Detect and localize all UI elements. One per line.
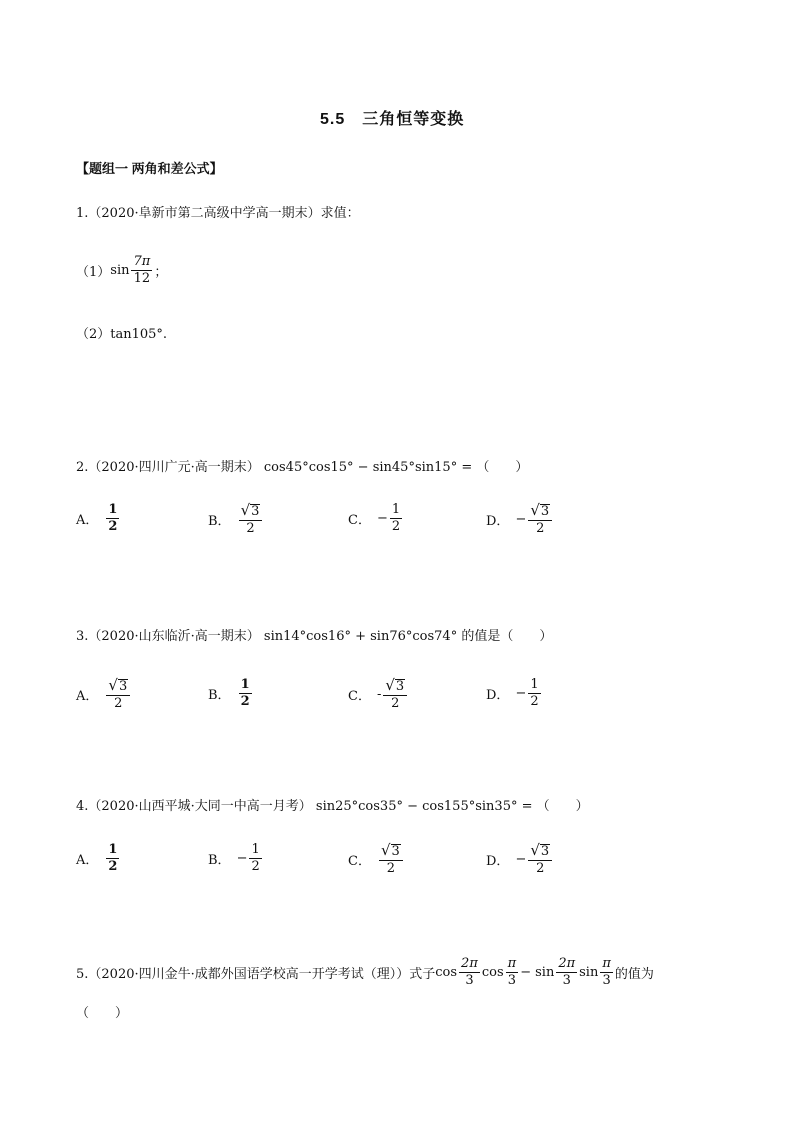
q4-stem <box>76 795 589 814</box>
q1-part1 <box>76 250 167 290</box>
q4-option-d <box>486 843 554 875</box>
frac-den: 3 <box>507 972 517 988</box>
option-sign: − <box>515 685 527 701</box>
option-fraction <box>528 843 552 875</box>
option-den: 2 <box>251 858 260 874</box>
option-num: 1 <box>240 677 250 692</box>
q1-part1-fn: sin <box>110 262 130 278</box>
option-num: 1 <box>108 502 118 517</box>
option-label: B． <box>208 513 231 529</box>
option-fraction <box>106 678 130 710</box>
q5-op: − <box>520 964 532 980</box>
option-den: 2 <box>536 860 545 876</box>
option-num: 3 <box>118 679 128 695</box>
option-den: 2 <box>108 858 118 874</box>
q5-f4: sin <box>579 964 599 980</box>
option-fraction <box>528 678 540 708</box>
option-den: 2 <box>108 518 118 534</box>
q5-f2: cos <box>481 964 504 980</box>
q4-expr: sin25°cos35° − cos155°sin35° = <box>315 799 533 814</box>
option-radical <box>383 678 407 696</box>
frac-num: 2π <box>558 955 576 971</box>
sqrt-icon: √ <box>240 501 251 519</box>
option-num: 3 <box>391 844 400 860</box>
option-label: A． <box>76 512 99 528</box>
option-sign: − <box>236 850 248 866</box>
option-radical <box>379 843 403 861</box>
option-label: C． <box>348 853 371 869</box>
option-den: 2 <box>240 693 250 709</box>
option-label: C． <box>348 512 371 528</box>
option-den: 2 <box>386 860 396 876</box>
option-num: 3 <box>540 504 550 520</box>
option-radical <box>528 843 552 861</box>
option-fraction <box>239 503 263 535</box>
option-label: B． <box>208 687 231 703</box>
option-num: 3 <box>540 844 550 860</box>
q2-stem <box>76 456 528 475</box>
q3-stem <box>76 625 552 644</box>
frac-num: 2π <box>461 955 478 971</box>
q5-prefix: 5.（2020·四川金牛·成都外国语学校高一开学考试（理））式子 <box>76 966 436 982</box>
q2-option-d <box>486 503 554 535</box>
q1-part1-num: 7π <box>133 253 151 269</box>
option-sign: − <box>376 510 388 526</box>
option-num: 1 <box>108 842 118 857</box>
option-num: 3 <box>395 679 405 695</box>
option-radical <box>239 503 263 521</box>
option-label: B． <box>208 852 231 868</box>
q2-expr: cos45°cos15° − sin45°sin15° = <box>263 460 473 475</box>
q1-part1-fraction <box>131 255 152 285</box>
q1-part2: （2）tan105°. <box>76 327 168 342</box>
q2-option-a <box>76 503 121 533</box>
option-den: 2 <box>391 518 401 534</box>
frac-den: 3 <box>562 972 571 988</box>
option-radical <box>528 503 552 521</box>
q1-part1-den: 12 <box>133 270 151 286</box>
frac-num: π <box>507 955 517 971</box>
q2-option-b <box>208 503 264 535</box>
option-label: D． <box>486 687 510 703</box>
q1-part1-end: ； <box>154 264 168 280</box>
q5-frac-2 <box>506 957 519 987</box>
option-sign: − <box>515 851 527 867</box>
q5-blank: （ ） <box>76 1006 129 1021</box>
option-fraction <box>379 843 403 875</box>
option-label: A． <box>76 688 99 704</box>
option-label: D． <box>486 513 510 529</box>
q5-frac-3 <box>556 957 577 987</box>
option-label: C． <box>348 688 371 704</box>
option-sign: − <box>515 511 527 527</box>
option-den: 2 <box>246 520 255 536</box>
option-fraction <box>528 503 552 535</box>
q4-option-b <box>208 843 264 873</box>
option-fraction <box>106 503 119 533</box>
q4-blank: （ ） <box>536 799 589 814</box>
q3-option-c <box>348 678 409 710</box>
frac-den: 3 <box>465 972 474 988</box>
q3-option-a <box>76 678 132 710</box>
frac-num: π <box>602 955 611 971</box>
option-num: 1 <box>391 502 401 517</box>
q3-option-d <box>486 678 543 708</box>
q5-f1: cos <box>435 964 458 980</box>
option-radical <box>106 678 130 696</box>
q1-stem: 1.（2020·阜新市第二高级中学高一期末）求值： <box>76 206 360 221</box>
option-label: D． <box>486 853 510 869</box>
q5-frac-4 <box>600 957 613 987</box>
q4-option-a <box>76 843 121 873</box>
frac-den: 3 <box>602 972 611 988</box>
sqrt-icon: √ <box>530 501 540 519</box>
option-fraction <box>383 678 407 710</box>
option-fraction <box>239 678 252 708</box>
q2-prefix: 2.（2020·四川广元·高一期末） <box>76 460 260 475</box>
option-den: 2 <box>391 695 400 711</box>
q2-blank: （ ） <box>476 460 529 475</box>
option-num: 1 <box>530 677 539 692</box>
q5-stem <box>76 952 654 992</box>
q5-frac-1 <box>459 957 480 987</box>
q5-f3: sin <box>535 964 555 980</box>
option-num: 3 <box>251 504 260 520</box>
q3-suffix: 的值是（ ） <box>461 629 553 644</box>
sqrt-icon: √ <box>530 841 540 859</box>
option-fraction <box>249 843 261 873</box>
option-num: 1 <box>251 842 260 857</box>
q3-prefix: 3.（2020·山东临沂·高一期末） <box>76 629 260 644</box>
option-den: 2 <box>530 693 539 709</box>
sqrt-icon: √ <box>380 841 391 859</box>
option-fraction <box>390 503 402 533</box>
option-fraction <box>106 843 119 873</box>
q5-suffix: 的值为 <box>614 966 654 982</box>
q2-option-c <box>348 503 404 533</box>
q3-expr: sin14°cos16° + sin76°cos74° <box>263 629 458 644</box>
option-sign: - <box>376 686 382 702</box>
q4-option-c <box>348 843 405 875</box>
option-den: 2 <box>114 695 123 711</box>
group-heading: 【题组一 两角和差公式】 <box>76 161 223 176</box>
sqrt-icon: √ <box>385 676 395 694</box>
page-title: 5.5 三角恒等变换 <box>320 111 465 128</box>
q4-prefix: 4.（2020·山西平城·大同一中高一月考） <box>76 799 312 814</box>
sqrt-icon: √ <box>108 676 118 694</box>
q1-part1-label: （1） <box>76 264 111 280</box>
option-label: A． <box>76 852 99 868</box>
option-den: 2 <box>536 520 545 536</box>
q3-option-b <box>208 678 254 708</box>
